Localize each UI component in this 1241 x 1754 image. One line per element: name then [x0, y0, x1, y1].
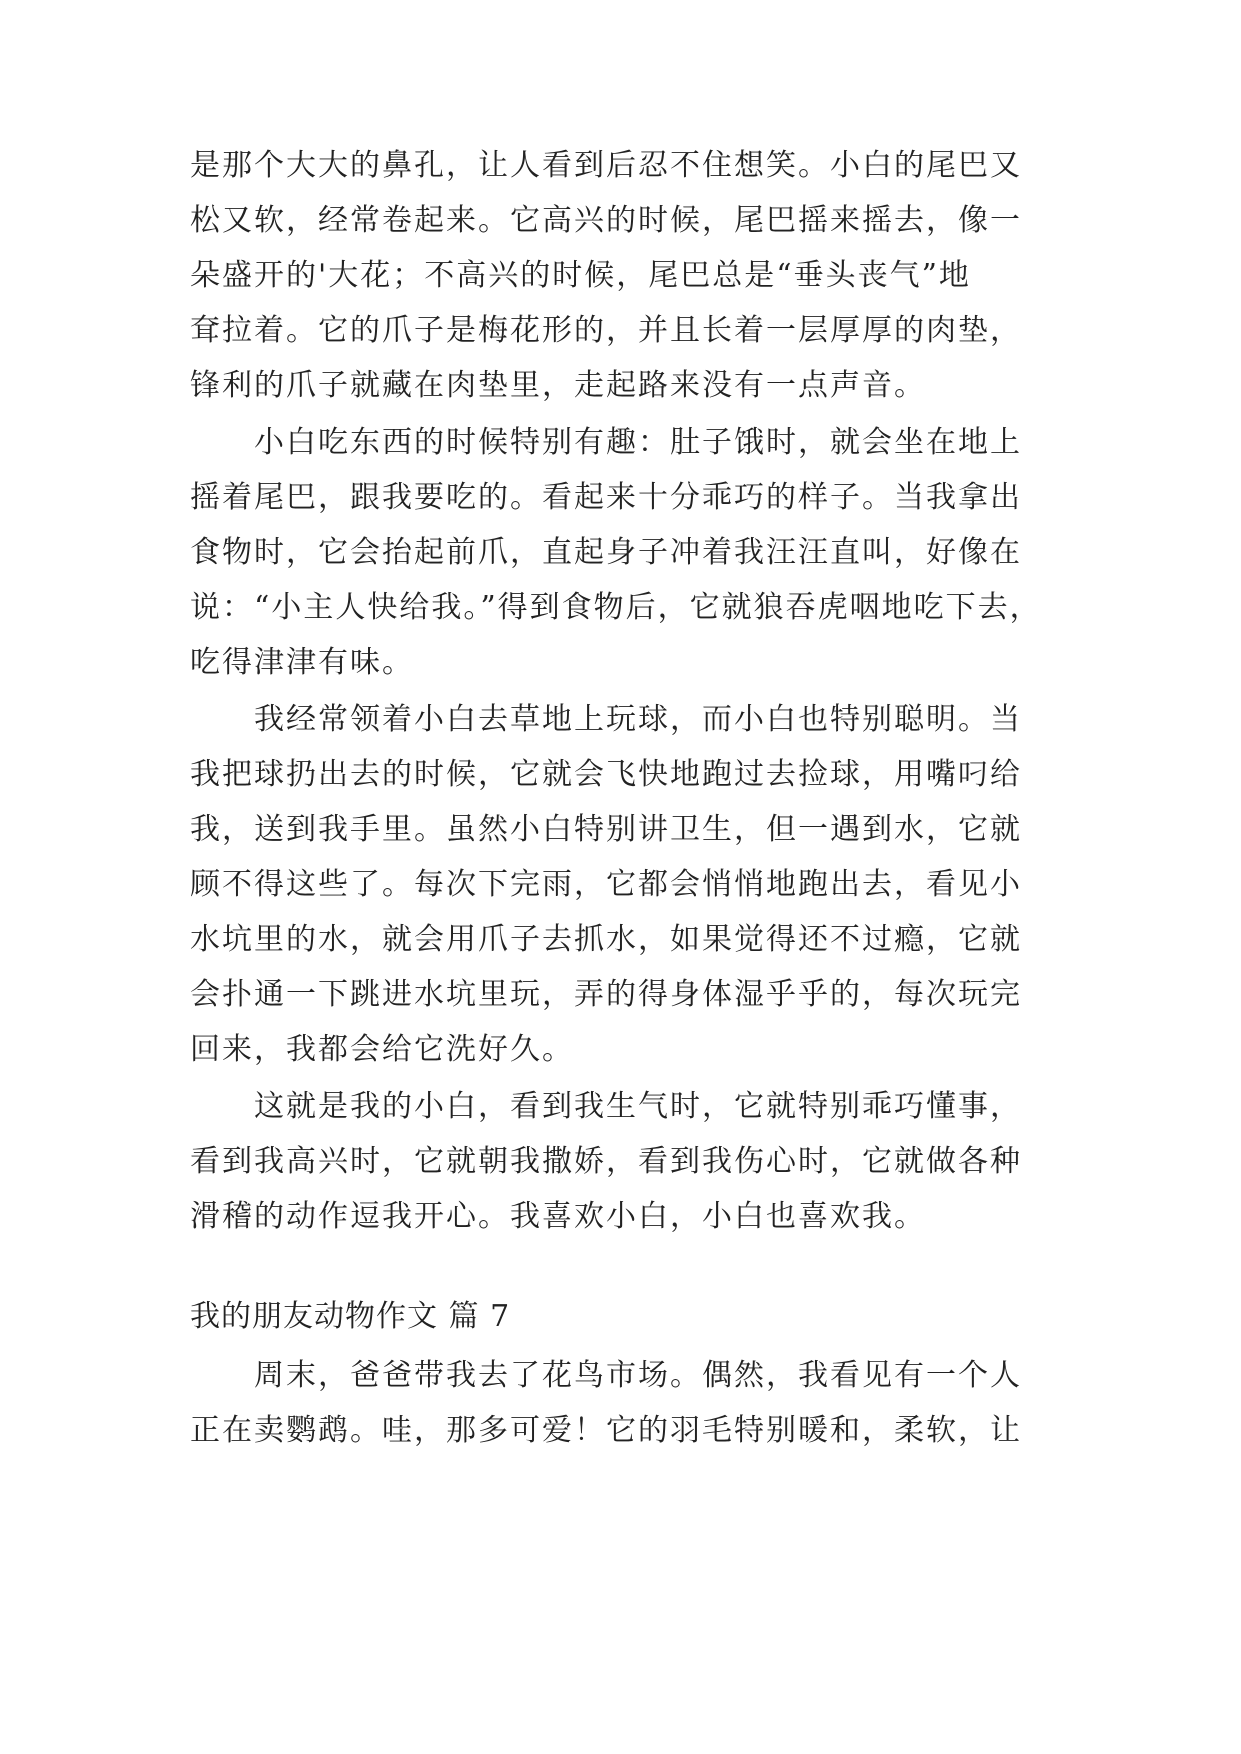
text-line: 是那个大大的鼻孔，让人看到后忍不住想笑。小白的尾巴又	[190, 148, 1022, 183]
text-line: 回来，我都会给它洗好久。	[190, 1032, 574, 1067]
section-heading: 我的朋友动物作文 篇 7	[190, 1299, 511, 1334]
paragraph-start-line: 小白吃东西的时候特别有趣：肚子饿时，就会坐在地上	[254, 425, 1022, 460]
text-line: 锋利的爪子就藏在肉垫里，走起路来没有一点声音。	[190, 368, 926, 403]
text-line: 滑稽的动作逗我开心。我喜欢小白，小白也喜欢我。	[190, 1199, 926, 1234]
text-line: 摇着尾巴，跟我要吃的。看起来十分乖巧的样子。当我拿出	[190, 480, 1022, 515]
text-line: 我把球扔出去的时候，它就会飞快地跑过去捡球，用嘴叼给	[190, 757, 1022, 792]
paragraph-start-line: 周末，爸爸带我去了花鸟市场。偶然，我看见有一个人	[254, 1358, 1022, 1393]
paragraph-start-line: 我经常领着小白去草地上玩球，而小白也特别聪明。当	[254, 702, 1022, 737]
text-line: 朵盛开的'大花；不高兴的时候，尾巴总是“垂头丧气”地	[190, 258, 971, 293]
text-line: 看到我高兴时，它就朝我撒娇，看到我伤心时，它就做各种	[190, 1144, 1022, 1179]
text-line: 吃得津津有味。	[190, 645, 414, 680]
text-line: 正在卖鹦鹉。哇，那多可爱！它的羽毛特别暖和，柔软，让	[190, 1413, 1022, 1448]
paragraph-start-line: 这就是我的小白，看到我生气时，它就特别乖巧懂事，	[254, 1089, 1022, 1124]
text-line: 耷拉着。它的爪子是梅花形的，并且长着一层厚厚的肉垫，	[190, 313, 1022, 348]
text-line: 会扑通一下跳进水坑里玩，弄的得身体湿乎乎的，每次玩完	[190, 977, 1022, 1012]
text-line: 说：“小主人快给我。”得到食物后，它就狼吞虎咽地吃下去，	[190, 590, 1042, 625]
text-line: 松又软，经常卷起来。它高兴的时候，尾巴摇来摇去，像一	[190, 203, 1022, 238]
text-line: 我，送到我手里。虽然小白特别讲卫生，但一遇到水，它就	[190, 812, 1022, 847]
text-line: 顾不得这些了。每次下完雨，它都会悄悄地跑出去，看见小	[190, 867, 1022, 902]
text-line: 食物时，它会抬起前爪，直起身子冲着我汪汪直叫，好像在	[190, 535, 1022, 570]
text-line: 水坑里的水，就会用爪子去抓水，如果觉得还不过瘾，它就	[190, 922, 1022, 957]
